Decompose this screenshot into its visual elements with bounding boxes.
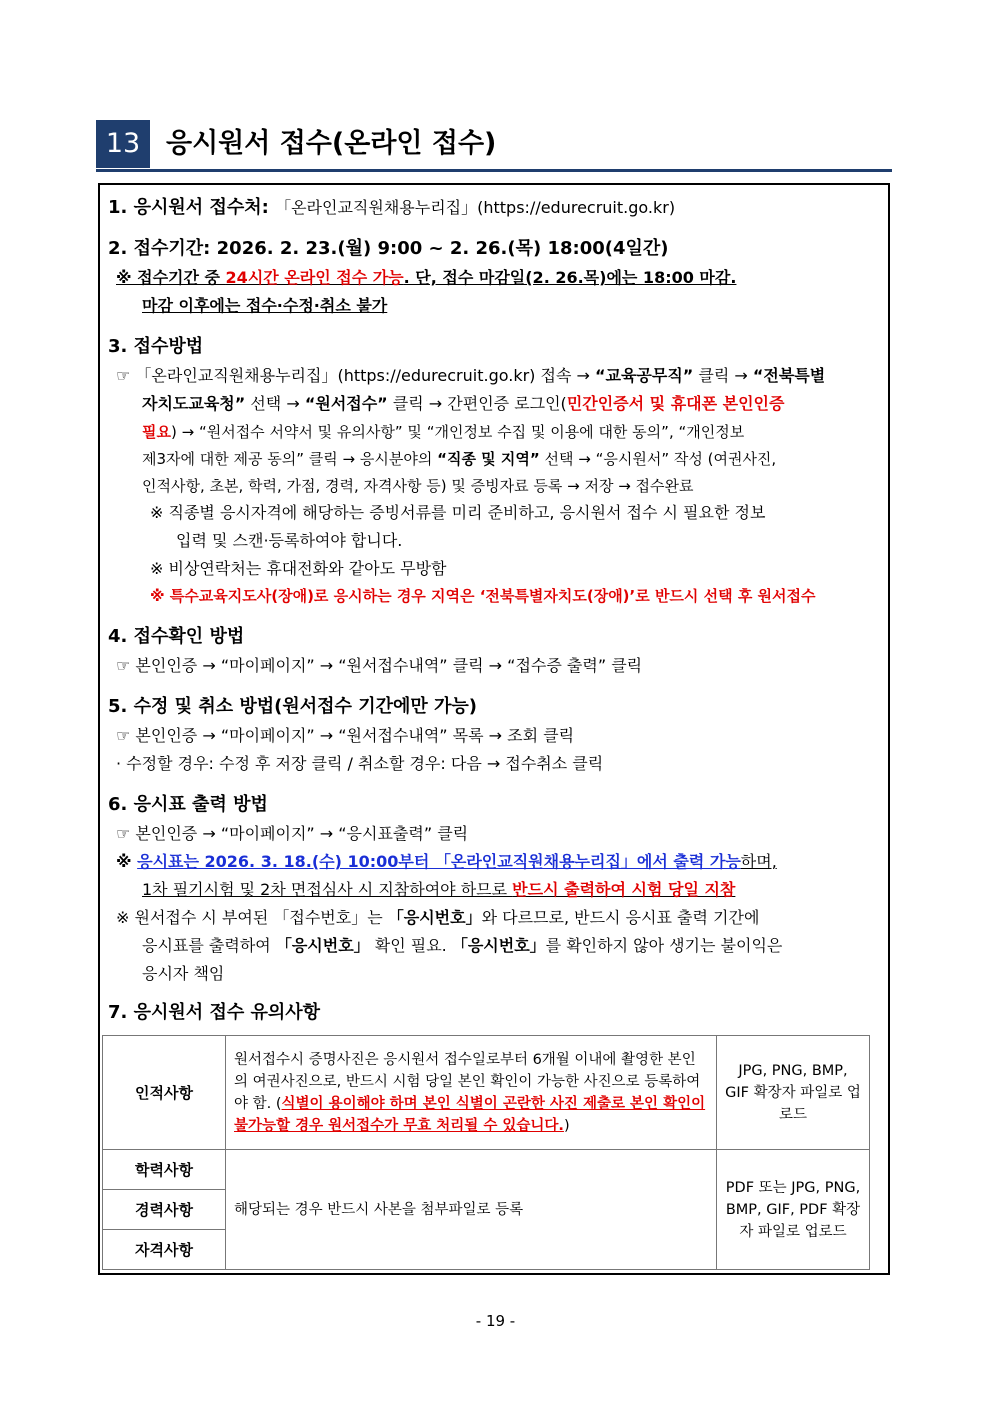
s6-note2b-b: 「응시번호」	[275, 936, 370, 955]
s6-note2b-a: 응시표를 출력하여	[142, 936, 276, 955]
s6-title: 6. 응시표 출력 방법	[108, 794, 268, 815]
s6-note2b-d: 「응시번호」	[451, 936, 546, 955]
s2-note1	[116, 266, 736, 290]
s3-line2-a: 자치도교육청”	[142, 394, 246, 413]
s6-note2b-c: 확인 필요.	[369, 936, 452, 955]
notes-table	[102, 1035, 870, 1270]
s6-note1-mark: ※	[116, 852, 138, 871]
row-label: 자격사항	[103, 1230, 226, 1270]
section-title: 응시원서 접수(온라인 접수)	[166, 128, 497, 159]
s6-note2b	[142, 934, 782, 958]
s2-note1-a: ※ 접수기간 중	[116, 268, 226, 287]
row-label: 학력사항	[103, 1150, 226, 1190]
row-desc: 해당되는 경우 반드시 사본을 첨부파일로 등록	[226, 1150, 717, 1270]
s3-line2-d: 클릭 → 간편인증 로그인(	[387, 394, 567, 413]
s3-line3-a: 필요	[142, 423, 171, 441]
s6-note2-b: 「응시번호」	[387, 908, 482, 927]
s6-note1b	[142, 878, 735, 902]
s3-line2-e: 민간인증서 및 휴대폰 본인인증	[566, 394, 785, 413]
row1-desc-2: 식별이 용이해야 하며 본인 식별이 곤란한 사진 제출로 본인 확인이 불가능할 경우 원서접수가 무효 처리될 수 있습니다.	[234, 1095, 706, 1134]
s6-note1b-a: 1차 필기시험 및 2차 면접심사 시 지참하여야 하므로	[142, 880, 513, 899]
s5-title: 5. 수정 및 취소 방법(원서접수 기간에만 가능)	[108, 696, 478, 717]
s3-line3	[142, 420, 744, 444]
row-desc	[226, 1036, 717, 1150]
row-label: 경력사항	[103, 1190, 226, 1230]
s3-line4-b: “직종 및 지역”	[437, 450, 540, 468]
table-row	[103, 1036, 870, 1150]
s1-body: 「온라인교직원채용누리집」(https://edurecruit.go.kr)	[275, 198, 676, 217]
s3-line4-a: 제3자에 대한 제공 동의” 클릭 → 응시분야의	[142, 450, 438, 468]
s6-note2-a: ※ 원서접수 시 부여된 「접수번호」는	[116, 908, 388, 927]
s4-title: 4. 접수확인 방법	[108, 626, 245, 647]
s7-title: 7. 응시원서 접수 유의사항	[108, 1002, 321, 1023]
row1-desc-3: )	[563, 1117, 570, 1134]
row1-desc-1: 원서접수시 증명사진은 응시원서 접수일로부터 6개월 이내에 촬영한 본인의 여권사진으로, 반드시 시험 당일 본인 확인이 가능한 사진으로 등록하여야 함. (	[234, 1051, 701, 1112]
s6-note2	[116, 906, 759, 930]
s6-note1-a: 응시표는 2026. 3. 18.(수) 10:00부터 「온라인교직원채용누리집」에서 출력 가능	[137, 852, 741, 871]
s1-title: 1. 응시원서 접수처:	[108, 197, 269, 218]
s6-note1b-b: 반드시 출력하여 시험 당일 지참	[512, 880, 736, 899]
s6-line1: ☞ 본인인증 → “마이페이지” → “응시표출력” 클릭	[116, 824, 469, 843]
s3-line2-b: 선택 →	[245, 394, 305, 413]
row-ext: JPG, PNG, BMP, GIF 확장자 파일로 업로드	[717, 1036, 870, 1150]
row-ext: PDF 또는 JPG, PNG, BMP, GIF, PDF 확장자 파일로 업로드	[717, 1150, 870, 1270]
s5-line2: · 수정할 경우: 수정 후 저장 클릭 / 취소할 경우: 다음 → 접수취소 클릭	[116, 754, 604, 773]
section-number: 13	[96, 120, 150, 168]
s3-title: 3. 접수방법	[108, 336, 204, 357]
s2-note1-b: 24시간 온라인 접수 가능	[225, 268, 404, 287]
s3-note1b: 입력 및 스캔·등록하여야 합니다.	[176, 531, 403, 550]
s3-line1-c: 클릭 →	[693, 366, 753, 385]
table-row	[103, 1150, 870, 1190]
s3-line1-d: “전북특별	[752, 366, 826, 385]
s3-line5: 인적사항, 초본, 학력, 가점, 경력, 자격사항 등) 및 증빙자료 등록 → 저장 → 접수완료	[142, 477, 694, 495]
s6-note2b-e: 를 확인하지 않아 생기는 불이익은	[545, 936, 783, 955]
s3-note3: ※ 특수교육지도사(장애)로 응시하는 경우 지역은 ‘전북특별자치도(장애)’로 반드시 선택 후 원서접수	[150, 587, 816, 605]
row-label: 인적사항	[103, 1036, 226, 1150]
s3-line4-c: 선택 → “응시원서” 작성 (여권사진,	[539, 450, 777, 468]
s3-note2: ※ 비상연락처는 휴대전화와 같아도 무방함	[150, 559, 447, 578]
s6-note1-b: 하며,	[740, 852, 777, 871]
header-divider	[96, 169, 892, 172]
page-number: - 19 -	[475, 1312, 516, 1330]
s2-title: 2. 접수기간: 2026. 2. 23.(월) 9:00 ~ 2. 26.(목) 18:00(4일간)	[108, 238, 669, 259]
s3-note1: ※ 직종별 응시자격에 해당하는 증빙서류를 미리 준비하고, 응시원서 접수 시 필요한 정보	[150, 503, 766, 522]
s6-note2c: 응시자 책임	[142, 964, 225, 983]
section-header	[96, 120, 892, 172]
s2-note2: 마감 이후에는 접수·수정·취소 불가	[142, 296, 388, 315]
s3-line2	[142, 392, 784, 416]
s5-line1: ☞ 본인인증 → “마이페이지” → “원서접수내역” 목록 → 조회 클릭	[116, 726, 575, 745]
s3-line1	[116, 364, 825, 388]
s1-heading	[108, 195, 675, 221]
s2-note1-c: . 단, 접수 마감일(2. 26.목)에는 18:00 마감.	[403, 268, 737, 287]
s3-line3-b: ) → “원서접수 서약서 및 유의사항” 및 “개인정보 수집 및 이용에 대한 동의”, “개인정보	[170, 423, 745, 441]
s3-line1-b: “교육공무직”	[594, 366, 694, 385]
s4-body: ☞ 본인인증 → “마이페이지” → “원서접수내역” 클릭 → “접수증 출력” 클릭	[116, 656, 643, 675]
s3-line1-a: ☞ 「온라인교직원채용누리집」(https://edurecruit.go.kr) 접속 →	[116, 366, 595, 385]
s6-note1	[116, 850, 777, 874]
s3-line4	[142, 447, 776, 471]
s6-note2-c: 와 다르므로, 반드시 응시표 출력 기간에	[481, 908, 760, 927]
s3-line2-c: “원서접수”	[304, 394, 388, 413]
